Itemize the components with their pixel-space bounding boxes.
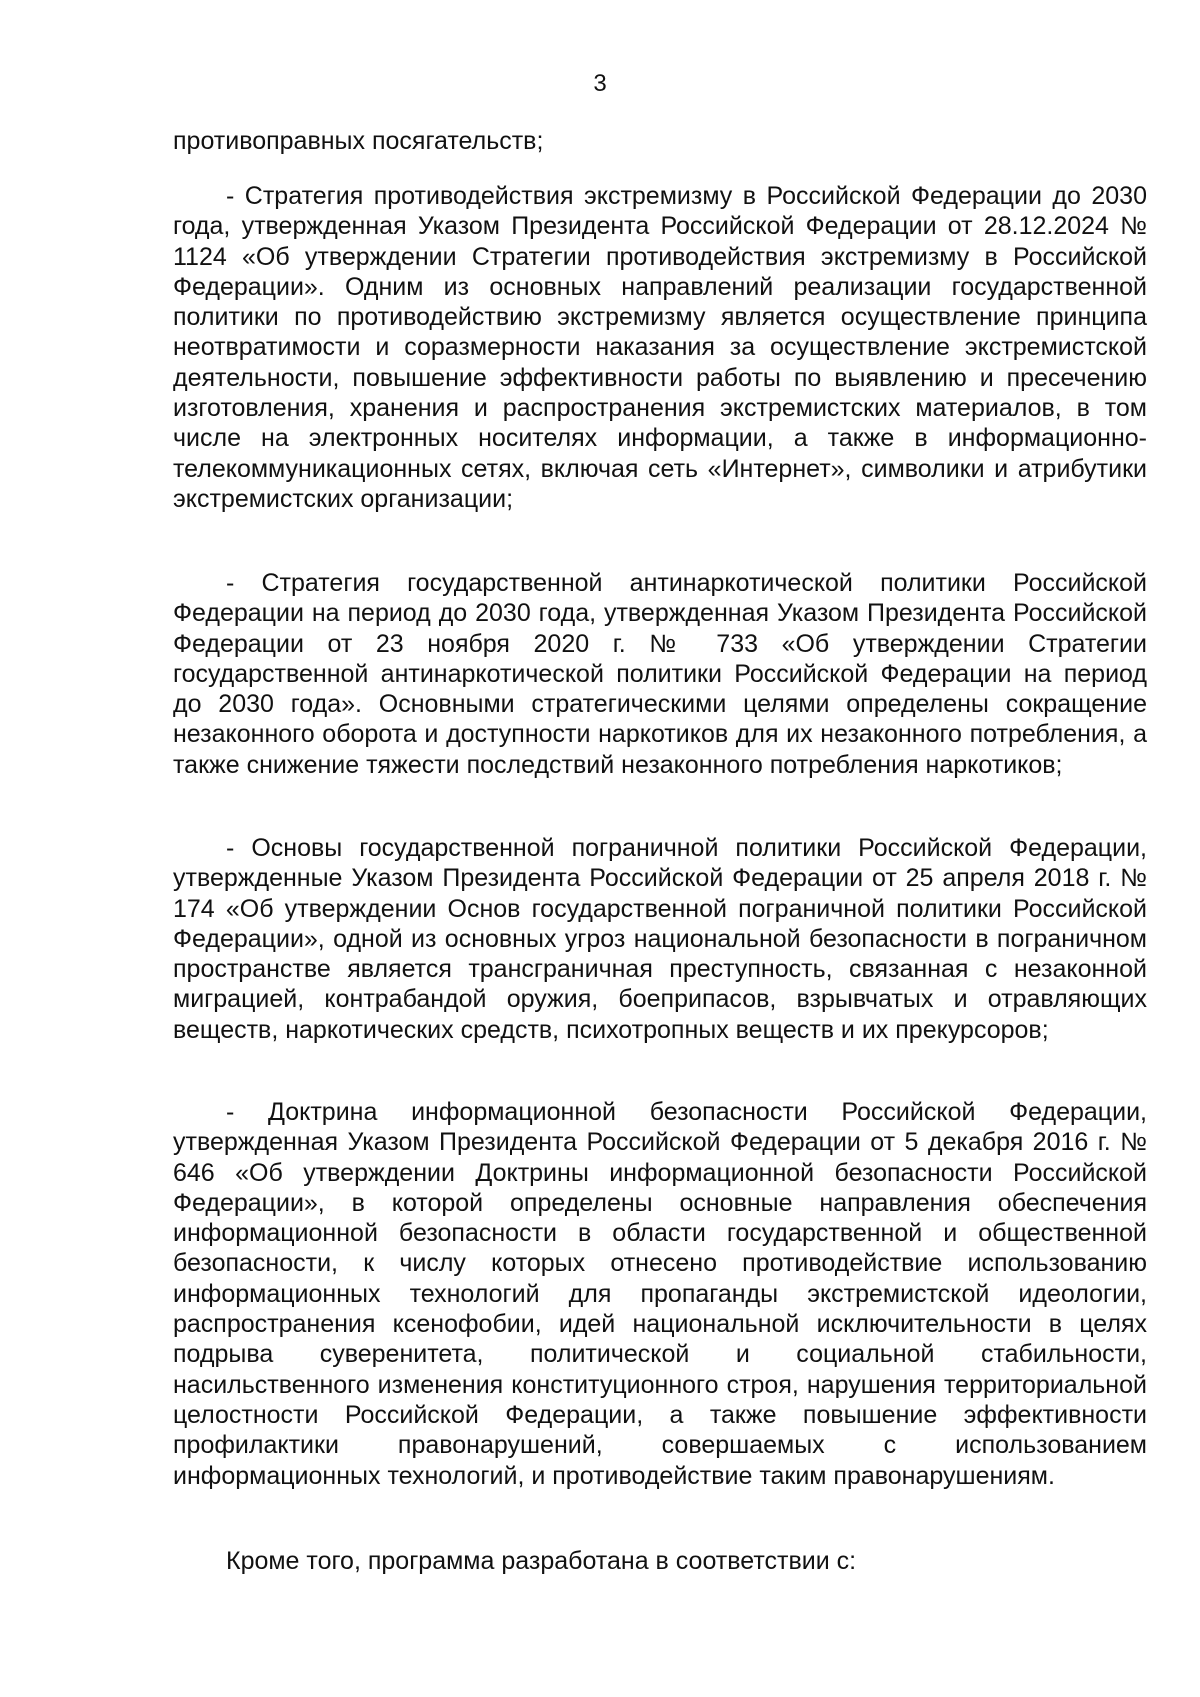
paragraph-antidrug-strategy: - Стратегия государственной антинаркотической политики Российской Федерации на период до 2030 года, утвержденная Указом Президента Российской Федерации от 23 ноября 2020 г. № 733 «Об утверждении Стратегии государственной антинаркотической политики Российской Федерации на период до 2030 года». Основными стратегическими целями определены сокращение незаконного оборота и доступности наркотиков для их незаконного потребления, а также снижение тяжести последствий незаконного потребления наркотиков; xyxy=(173,569,1147,779)
paragraph-border-policy: - Основы государственной пограничной политики Российской Федерации, утвержденные Указом Президента Российской Федерации от 25 апреля 2018 г. № 174 «Об утверждении Основ государственной пограничной политики Российской Федерации», одной из основных угроз национальной безопасности в пограничном пространстве является трансграничная преступность, связанная с незаконной миграцией, контрабандой оружия, боеприпасов, взрывчатых и отравляющих веществ, наркотических средств, психотропных веществ и их прекурсоров; xyxy=(173,834,1147,1044)
paragraph-continuation: противоправных посягательств; xyxy=(173,127,544,155)
paragraph-additionally: Кроме того, программа разработана в соответствии с: xyxy=(226,1547,857,1575)
paragraph-info-security-doctrine: - Доктрина информационной безопасности Российской Федерации, утвержденная Указом Президента Российской Федерации от 5 декабря 2016 г. № 646 «Об утверждении Доктрины информационной безопасности Российской Федерации», в которой определены основные направления обеспечения информационной безопасности в области государственной и общественной безопасности, к числу которых отнесено противодействие использованию информационных технологий для пропаганды экстремистской идеологии, распространения ксенофобии, идей национальной исключительности в целях подрыва суверенитета, политической и социальной стабильности, насильственного изменения конституционного строя, нарушения территориальной целостности Российской Федерации, а также повышение эффективности профилактики правонарушений, совершаемых с использованием информационных технологий, и противодействие таким правонарушениям. xyxy=(173,1098,1147,1490)
page-number: 3 xyxy=(593,70,607,97)
paragraph-extremism-strategy: - Стратегия противодействия экстремизму в Российской Федерации до 2030 года, утвержденная Указом Президента Российской Федерации от 28.12.2024 № 1124 «Об утверждении Стратегии противодействия экстремизму в Российской Федерации». Одним из основных направлений реализации государственной политики по противодействию экстремизму является осуществление принципа неотвратимости и соразмерности наказания за осуществление экстремистской деятельности, повышение эффективности работы по выявлению и пресечению изготовления, хранения и распространения экстремистских материалов, в том числе на электронных носителях информации, а также в информационно-телекоммуникационных сетях, включая сеть «Интернет», символики и атрибутики экстремистских организации; xyxy=(173,182,1147,513)
